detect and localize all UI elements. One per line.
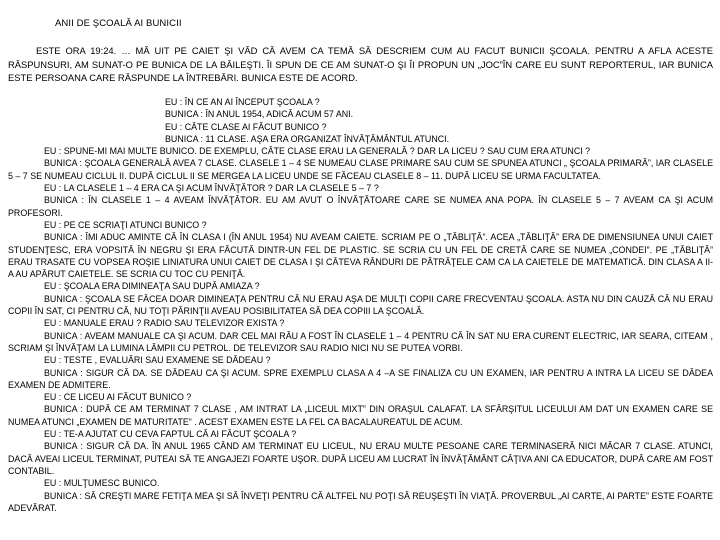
answer-4: BUNICA : ÎN CLASELE 1 – 4 AVEAM ÎNVĂŢĂTOR. EU AM AVUT O ÎNVĂŢĂTOARE CARE SE NUMEA ANA POPA. ÎN CLASELE 5 – 7 AVEAM CA ŞI ACUM PROFESORI. xyxy=(8,195,713,218)
answer-2: BUNICA : 11 CLASE. AŞA ERA ORGANIZAT ÎNVĂŢĂMÂNTUL ATUNCI. xyxy=(165,133,450,144)
answer-1: BUNICA : ÎN ANUL 1954, ADICĂ ACUM 57 ANI. xyxy=(165,109,354,120)
interview-dialog xyxy=(8,96,713,514)
question-7: EU : MANUALE ERAU ? RADIO SAU TELEVIZOR EXISTA ? xyxy=(44,318,285,329)
answer-8: BUNICA : SIGUR CĂ DA. SE DĂDEAU CA ŞI ACUM. SPRE EXEMPLU CLASA A 4 –A SE FINALIZA CU UN EXAMEN, IAR PENTRU A INTRA LA LICEU SE DĂDEA EXAMEN DE ADMITERE. xyxy=(8,367,713,390)
question-5: EU : PE CE SCRIAŢI ATUNCI BUNICO ? xyxy=(44,219,207,230)
question-9: EU : CE LICEU AI FĂCUT BUNICO ? xyxy=(44,392,192,403)
intro-paragraph: ESTE ORA 19:24. … MĂ UIT PE CAIET ŞI VĂD CĂ AVEM CA TEMĂ SĂ DESCRIEM CUM AU FACUT BUNICII ŞCOALA. PENTRU A AFLA ACESTE RĂSPUNSURI, AM SUNAT-O PE BUNICA DE LA BĂILEŞTI. ÎI SPUN DE CE AM SUNAT-O ŞI ÎI PROPUN UN „JOC”ÎN CARE EU SUNT REPORTERUL, IAR BUNICA ESTE PERSOANA CARE RĂSPUNDE LA ÎNTREBĂRI. BUNICA ESTE DE ACORD. xyxy=(8,45,713,84)
answer-10: BUNICA : SIGUR CĂ DA. ÎN ANUL 1965 CÂND AM TERMINAT EU LICEUL, NU ERAU MULTE PESOANE CARE TERMINASERĂ NICI MĂCAR 7 CLASE. ATUNCI, DACĂ AVEAI LICEUL TERMINAT, PUTEAI SĂ TE ANGAJEZI FOARTE UŞOR. DUPĂ LICEU AM LUCRAT ÎN ÎNVĂŢĂMÂNT CÂŢIVA ANI CA EDUCATOR, DUPĂ CARE AM FOST CONTABIL. xyxy=(8,441,713,476)
question-6: EU : ŞCOALA ERA DIMINEAŢA SAU DUPĂ AMIAZA ? xyxy=(44,281,260,292)
answer-9: BUNICA : DUPĂ CE AM TERMINAT 7 CLASE , AM INTRAT LA „LICEUL MIXT” DIN ORAŞUL CALAFAT. LA SFÂRŞITUL LICEULUI AM DAT UN EXAMEN CARE SE NUMEA ATUNCI „EXAMEN DE MATURITATE” . ACEST EXAMEN ESTE LA FEL CA BACALAUREATUL DE ACUM. xyxy=(8,404,713,427)
question-11: EU : MULŢUMESC BUNICO. xyxy=(44,478,160,489)
question-2: EU : CÂTE CLASE AI FĂCUT BUNICO ? xyxy=(165,121,327,132)
question-4: EU : LA CLASELE 1 – 4 ERA CA ŞI ACUM ÎNVĂŢĂTOR ? DAR LA CLASELE 5 – 7 ? xyxy=(44,183,379,194)
answer-11: BUNICA : SĂ CREŞTI MARE FETIŢA MEA ŞI SĂ ÎNVEŢI PENTRU CĂ ALTFEL NU POŢI SĂ REUŞEŞTI ÎN VIAŢĂ. PROVERBUL „AI CARTE, AI PARTE” ESTE FOARTE ADEVĂRAT. xyxy=(8,490,713,513)
question-8: EU : TESTE , EVALUĂRI SAU EXAMENE SE DĂDEAU ? xyxy=(44,355,271,366)
question-10: EU : TE-A AJUTAT CU CEVA FAPTUL CĂ AI FĂCUT ŞCOALA ? xyxy=(44,429,297,440)
answer-7: BUNICA : AVEAM MANUALE CA ŞI ACUM. DAR CEL MAI RĂU A FOST ÎN CLASELE 1 – 4 PENTRU CĂ ÎN SAT NU ERA CURENT ELECTRIC, IAR SEARA, CITEAM , SCRIAM ŞI ÎNVĂŢAM LA LUMINA LĂMPII CU PETROL. DE TELEVIZOR SAU RADIO NICI NU SE PUTEA VORBI. xyxy=(8,330,713,353)
answer-3: BUNICA : ŞCOALA GENERALĂ AVEA 7 CLASE. CLASELE 1 – 4 SE NUMEAU CLASE PRIMARE SAU CUM SE SPUNEA ATUNCI „ ŞCOALA PRIMARĂ”, IAR CLASELE 5 – 7 SE NUMEAU CICLUL II. DUPĂ CICLUL II SE MERGEA LA LICEU UNDE SE FĂCEAU CLASELE 8 – 11. DUPĂ LICEU SE URMA FACULTATEA. xyxy=(8,158,713,181)
question-1: EU : ÎN CE AN AI ÎNCEPUT ŞCOALA ? xyxy=(165,97,320,107)
answer-6: BUNICA : ŞCOALA SE FĂCEA DOAR DIMINEAŢA PENTRU CĂ NU ERAU AŞA DE MULŢI COPII CARE FRECVENTAU ŞCOALA. ASTA NU DIN CAUZĂ CĂ NU ERAU COPII ÎN SAT, CI PENTRU CĂ, NU TOŢI PĂRINŢII AVEAU POSIBILITATEA SĂ DEA COPIII LA ŞCOALĂ. xyxy=(8,293,713,317)
question-3: EU : SPUNE-MI MAI MULTE BUNICO. DE EXEMPLU, CÂTE CLASE ERAU LA GENERALĂ ? DAR LA LICEU ? SAU CUM ERA ATUNCI ? xyxy=(44,146,591,157)
answer-5: BUNICA : ÎMI ADUC AMINTE CĂ ÎN CLASA I (ÎN ANUL 1954) NU AVEAM CAIETE. SCRIAM PE O „TĂBLIŢĂ”. ACEA „TĂBLIŢĂ” ERA DE DIMENSIUNEA UNUI CAIET STUDENŢESC, ERA VOPSITĂ ÎN NEGRU ŞI ERA FĂCUTĂ DINTR-UN FEL DE PLASTIC. SE SCRIA CU UN FEL DE CRETĂ CARE SE NUMEA „CONDEI”. PE „TĂBLIŢĂ” ERAU TRASATE CU VOPSEA ROŞIE LINIATURA UNUI CAIET DE CLASA I ŞI CÂTEVA RÂNDURI DE PĂTRĂŢELE CAM CA LA CAIETELE DE MATEMATICĂ. DIN CLASA A II-A AU APĂRUT CAIETELE. SE SCRIA CU TOC CU PENIŢĂ. xyxy=(8,232,713,280)
document-title: ANII DE ŞCOALĂ AI BUNICII xyxy=(55,18,182,29)
